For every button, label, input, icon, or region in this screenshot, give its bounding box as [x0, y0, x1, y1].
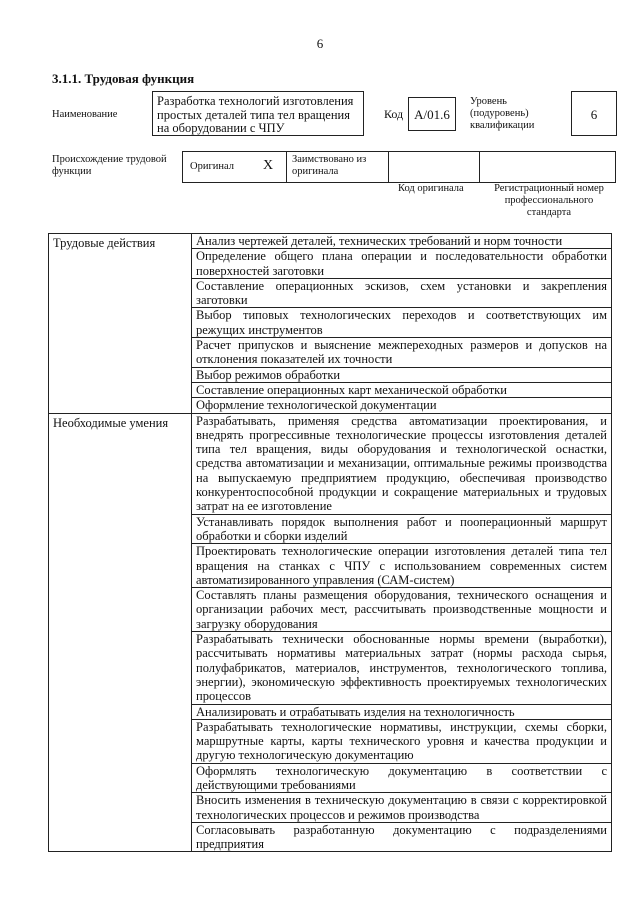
original-mark: X	[263, 158, 274, 173]
function-name-value: Разработка технологий изготовления простых деталей типа тел вращения на оборудовании с ЧПУ	[157, 94, 354, 135]
name-label: Наименование	[52, 109, 118, 120]
code-box	[408, 97, 456, 131]
function-name-box	[152, 91, 364, 136]
labor-action-item: Выбор режимов обработки	[192, 368, 611, 383]
reg-number-cell	[479, 151, 616, 183]
borrowed-label: Заимствовано из оригинала	[292, 154, 367, 177]
labor-action-item: Анализ чертежей деталей, технических требований и норм точности	[192, 234, 611, 249]
skill-item: Оформлять технологическую документацию в соответствии с действующими требованиями	[192, 764, 611, 794]
code-value: А/01.6	[414, 107, 450, 122]
original-label: Оригинал	[190, 161, 234, 172]
section-title: 3.1.1. Трудовая функция	[52, 71, 195, 86]
skills-list	[192, 413, 612, 852]
origin-label: Происхождение трудовой функции	[52, 154, 167, 177]
labor-action-item: Выбор типовых технологических переходов и соответствующих им режущих инструментов	[192, 308, 611, 338]
level-label: Уровень (подуровень) квалификации	[470, 96, 535, 131]
labor-action-item: Определение общего плана операции и последовательности обработки поверхностей заготовки	[192, 249, 611, 279]
skill-item: Составлять планы размещения оборудования, технического оснащения и организации рабочих мест, рассчитывать производственные мощности и загрузку оборудования	[192, 588, 611, 632]
page-number: 6	[316, 36, 324, 51]
reg-number-label: Регистрационный номер профессионального стандарта	[494, 183, 604, 218]
original-cell	[182, 151, 287, 183]
labor-action-item: Составление операционных карт механической обработки	[192, 383, 611, 398]
labor-actions-list	[192, 234, 612, 414]
code-original-label: Код оригинала	[398, 183, 464, 194]
skill-item: Разрабатывать технологические нормативы, инструкции, схемы сборки, маршрутные карты, карты технического уровня и качества продукции и другую технологическую документацию	[192, 720, 611, 764]
skill-item: Разрабатывать, применяя средства автоматизации проектирования, и внедрять прогрессивные технологические процессы изготовления деталей типа тел вращения, виды оборудования и технологической оснастки, средства автоматизации и механизации, оптимальные режимы производства на выпускаемую предприятием продукцию, обеспечивая производство конкурентоспособной продукции и сокращение материальных и трудовых затрат на ее изготовление	[192, 414, 611, 515]
labor-action-item: Расчет припусков и выяснение межпереходных размеров и допусков на отклонения показателей их точности	[192, 338, 611, 368]
skills-label: Необходимые умения	[49, 413, 192, 852]
labor-action-item: Оформление технологической документации	[196, 398, 437, 413]
skill-item: Вносить изменения в техническую документацию в связи с корректировкой технологических процессов и режимов производства	[192, 793, 611, 823]
skill-item: Анализировать и отрабатывать изделия на технологичность	[192, 705, 611, 720]
level-value: 6	[590, 107, 598, 122]
skill-item: Разрабатывать технически обоснованные нормы времени (выработки), рассчитывать нормативы материальных затрат (нормы расхода сырья, полуфабрикатов, материалов, инструментов, технологического топлива, энергии), экономическую эффективность проектируемых технологических процессов	[192, 632, 611, 704]
code-label: Код	[384, 107, 404, 121]
labor-action-item: Составление операционных эскизов, схем установки и закрепления заготовки	[192, 279, 611, 309]
level-box	[571, 91, 617, 136]
skill-item: Устанавливать порядок выполнения работ и пооперационный маршрут обработки и сборки изделий	[192, 515, 611, 545]
borrowed-cell	[286, 151, 389, 183]
code-original-cell	[388, 151, 480, 183]
labor-actions-label: Трудовые действия	[49, 234, 192, 414]
skill-item: Согласовывать разработанную документацию с подразделениями предприятия	[196, 822, 607, 852]
skill-item: Проектировать технологические операции изготовления деталей типа тел вращения на станках с ЧПУ с использованием современных систем автоматизированного управления (САМ-систем)	[192, 544, 611, 588]
function-table	[48, 233, 612, 852]
